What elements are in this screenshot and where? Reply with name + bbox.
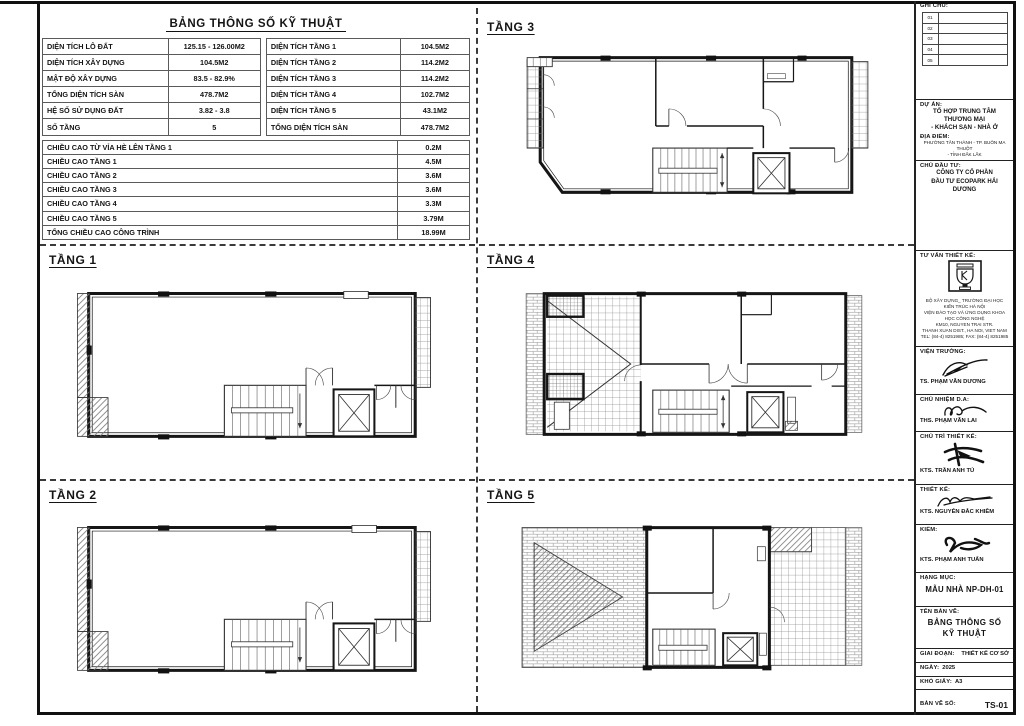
panel-separator-vertical [476,8,478,712]
checker-name: KTS. PHẠM ANH TUẤN [920,556,984,563]
spec-table-panel [42,14,470,240]
university-logo-icon [948,260,982,292]
designer-name: KTS. NGUYỄN ĐẮC KHIÊM [920,508,995,515]
director-section [916,347,1013,395]
spec-table-right [266,38,470,136]
panel-separator-horizontal-2 [40,479,914,481]
table-row: CHIỀU CAO TẦNG 1 4.5M [43,154,470,168]
table-row: DIỆN TÍCH TẦNG 3 114.2M2 [266,71,469,87]
lead-designer-name: KTS. TRẦN ANH TÚ [920,468,975,475]
notes-table [922,12,1008,66]
table-row: CHIỀU CAO TẦNG 4 3.3M [43,197,470,211]
drawing-number-value: TS-01 [984,700,1008,710]
stage-value: THIẾT KẾ CƠ SỞ [961,651,1009,658]
table-row: 05 [922,55,1007,66]
table-row: DIỆN TÍCH TẦNG 4 102.7M2 [266,87,469,103]
director-name: TS. PHẠM VĂN DƯƠNG [920,379,986,386]
stage-label: GIAI ĐOẠN: [920,651,955,658]
project-name-line2: - KHÁCH SẠN - NHÀ Ở [931,123,998,131]
signature-pm-icon [940,403,990,418]
consultant-line: THANH XUAN DIST., HA NOI, VIET NAM [922,327,1007,333]
date-row [916,663,1013,677]
spec-table-left [42,38,261,136]
consultant-line: TEL: (84-4) 8251985; FAX: (84-4) 8251985 [920,333,1009,339]
date-label: NGÀY: [920,665,940,672]
floor-plan-tang-3 [500,48,892,216]
drawing-title-section [916,607,1013,649]
spec-top-tables [42,38,470,136]
signature-director-icon [937,355,993,379]
floor-label-tang-2: TẦNG 2 [49,488,97,502]
designer-section [916,485,1013,525]
consultant-logo [920,260,1009,297]
consultant-label: TƯ VẤN THIẾT KẾ: [920,252,976,259]
spec-table-heights [42,140,470,240]
pm-section [916,395,1013,432]
lead-designer-section [916,432,1013,485]
paper-size-row [916,677,1013,690]
panel-separator-horizontal-1 [40,244,914,246]
table-row: MẬT ĐỘ XÂY DỰNG 83.5 - 82.9% [43,71,261,87]
consultant-section [916,251,1013,348]
category-section [916,573,1013,607]
project-section [916,100,1013,162]
floor-label-tang-4: TẦNG 4 [487,253,535,267]
sheet-border-left [37,1,40,715]
category-value: MẪU NHÀ NP-DH-01 [925,585,1004,595]
floor-label-tang-1: TẦNG 1 [49,253,97,267]
table-row: 03 [922,34,1007,45]
investor-label: CHỦ ĐẦU TƯ: [920,163,961,170]
signature-checker-icon [937,533,993,557]
location-label: ĐỊA ĐIỂM: [920,133,950,140]
table-row: CHIỀU CAO TẦNG 3 3.6M [43,183,470,197]
floor-plan-tang-4 [500,284,892,452]
lead-designer-label: CHỦ TRÌ THIẾT KẾ: [920,434,977,441]
spec-table-title: BẢNG THÔNG SỐ KỸ THUẬT [166,18,347,32]
investor-line2: ĐẦU TƯ ECOPARK HẢI DƯƠNG [931,178,998,194]
consultant-line: VIỆN ĐÀO TẠO VÀ ỨNG DỤNG KHOA HỌC CÔNG NGHỆ [923,309,1006,321]
signature-designer-icon [934,493,996,509]
drawing-title-line1: BẢNG THÔNG SỐ [927,618,1002,628]
sheet-border-bottom [37,712,1016,715]
table-row: SỐ TẦNG 5 [43,119,261,135]
drawing-title-line2: KỸ THUẬT [942,629,987,639]
stage-row [916,649,1013,663]
floor-plan-tang-1 [56,284,454,454]
paper-size-value: A3 [954,679,963,686]
table-row: DIỆN TÍCH TẦNG 2 114.2M2 [266,55,469,71]
table-row: DIỆN TÍCH TẦNG 1 104.5M2 [266,39,469,55]
checker-section [916,525,1013,574]
floor-label-tang-3: TẦNG 3 [487,20,535,34]
consultant-line: BỘ XÂY DỰNG_ TRƯỜNG ĐẠI HỌC KIẾN TRÚC HÀ NỘI [925,297,1004,309]
table-row: CHIỀU CAO TẦNG 2 3.6M [43,168,470,182]
table-row: 01 [922,13,1007,24]
signature-lead-icon [937,440,993,468]
table-row: TỔNG DIỆN TÍCH SÀN 478.7M2 [266,119,469,135]
designer-label: THIẾT KẾ: [920,486,951,493]
investor-section [916,161,1013,251]
floor-plan-tang-5 [500,518,892,686]
location-line2: - TỈNH ĐẮK LẮK [947,151,982,157]
date-value: 2025 [942,665,956,672]
sheet-border-top [0,1,1016,4]
table-row: CHIỀU CAO TỪ VỈA HÈ LÊN TẦNG 1 0.2M [43,140,470,154]
title-block [916,1,1013,712]
drawing-number-section [916,690,1013,712]
table-row: DIỆN TÍCH XÂY DỰNG 104.5M2 [43,55,261,71]
consultant-line: KM10, NGUYEN TRAI STR. [935,321,994,327]
table-row: TỔNG DIỆN TÍCH SÀN 478.7M2 [43,87,261,103]
pm-label: CHỦ NHIỆM D.A: [920,397,970,404]
director-label: VIỆN TRƯỞNG: [920,349,966,356]
floor-label-tang-5: TẦNG 5 [487,488,535,502]
category-label: HẠNG MỤC: [920,575,956,582]
table-row: DIỆN TÍCH LÔ ĐẤT 125.15 - 126.00M2 [43,39,261,55]
notes-section [916,1,1013,100]
drawing-title-label: TÊN BẢN VẼ: [920,609,960,616]
spec-title-row [42,14,470,32]
table-row: 04 [922,44,1007,55]
table-row: 02 [922,23,1007,34]
project-label: DỰ ÁN: [920,101,943,108]
sheet-border-right [1013,1,1016,715]
drawing-number-label: BẢN VẼ SỐ: [920,701,956,707]
project-name-line1: TỔ HỢP TRUNG TÂM THƯƠNG MẠI [933,107,996,123]
floor-plan-tang-2 [56,518,454,688]
paper-size-label: KHỔ GIẤY: [920,679,952,686]
pm-name: THS. PHẠM VĂN LAI [920,418,977,425]
checker-label: KIỂM: [920,526,938,533]
location-line1: PHƯỜNG TÂN THÀNH - TP. BUÔN MA THUỘT [923,139,1006,151]
notes-label: GHI CHÚ: [920,3,949,9]
table-row: HỆ SỐ SỬ DỤNG ĐẤT 3.82 - 3.8 [43,103,261,119]
table-row: CHIỀU CAO TẦNG 5 3.79M [43,211,470,225]
investor-line1: CÔNG TY CỔ PHẦN [936,170,993,177]
table-row: DIỆN TÍCH TẦNG 5 43.1M2 [266,103,469,119]
table-row: TỔNG CHIỀU CAO CÔNG TRÌNH 18.99M [43,225,470,239]
